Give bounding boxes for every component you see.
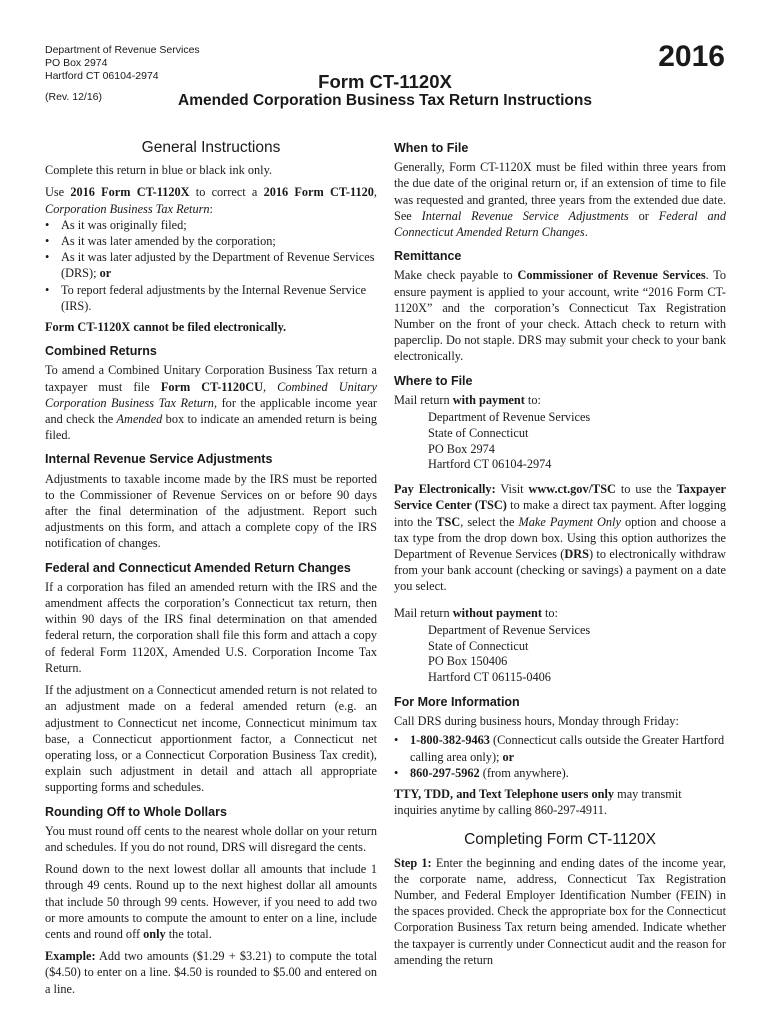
use-cases-list [45,217,377,314]
address-line: PO Box 150406 [428,654,508,669]
tsc-link[interactable]: www.ct.gov/TSC [528,482,616,497]
page-header [0,0,770,125]
where-to-file-heading: Where to File [394,373,473,388]
left-column [45,140,377,1003]
more-information-heading: For More Information [394,695,520,710]
po-box: PO Box 2974 [45,57,108,69]
phone-list [394,732,726,781]
combined-returns-heading: Combined Returns [45,344,157,359]
irs-adjustments-heading: Internal Revenue Service Adjustments [45,452,273,467]
address-line: State of Connecticut [428,638,529,653]
rounding-heading: Rounding Off to Whole Dollars [45,804,227,819]
address-line: Department of Revenue Services [428,622,591,637]
form-subtitle: Amended Corporation Business Tax Return Instructions [178,92,592,109]
pay-electronically-text: Pay Electronically: Visit www.ct.gov/TSC to use the Taxpayer Service Center (TSC) to make a direct tax payment. After logging into the TSC, select the Make Payment Only option and choose a tax type from the drop down box. Using this option authorizes the Department of Revenue Services (DRS) to electronically withdraw from your bank account (checking or savings) a payment on a date you select. [394,482,727,594]
right-column [394,140,726,974]
remittance-text: Make check payable to Commissioner of Revenue Services. To ensure payment is applied to your account, write “2016 Form CT-1120X” and the corporation’s Connecticut Tax Registration Number on the front of your check. Attach check to return with paperclip. Do not staple. DRS may submit your check to your bank electronically. [394,268,727,364]
use-intro: Use 2016 Form CT-1120X to correct a 2016 Form CT-1120, Corporation Business Tax Return: [45,185,377,216]
list-item: • 860-297-5962 (from anywhere). [394,765,569,780]
federal-ct-changes-text: If a corporation has filed an amended return with the IRS and the amendment affects the corporation’s Connecticut tax return, then within 90 days of the IRS final determination on that amended federal return, the corporation shall file this form and attach a copy of federal Form 1120X, Amended U.S. Corporation Income Tax Return. [45,579,377,675]
tty-text: TTY, TDD, and Text Telephone users only may transmit inquiries anytime by calling 860-297-4911. [394,787,682,818]
tax-year: 2016 [658,40,725,73]
irs-adjustments-text: Adjustments to taxable income made by the IRS must be reported to the Commissioner of Revenue Services on or before 90 days after the final determination of the adjustment. Report such adjustments on this form, and attach a complete copy of the IRS notification of changes. [45,471,377,551]
ink-note: Complete this return in blue or black ink only. [45,163,272,178]
address-line: Hartford CT 06104-2974 [428,457,552,472]
form-title: Form CT-1120X [318,71,452,92]
when-to-file-text: Generally, Form CT-1120X must be filed within three years from the due date of the original return or, if an extension of time to file was requested and granted, three years from the extended due date. See Internal Revenue Service Adjustments or Federal and Connecticut Amended Return Changes. [394,160,726,240]
more-information-text: Call DRS during business hours, Monday through Friday: [394,714,679,729]
department-name: Department of Revenue Services [45,44,200,56]
list-item: • 1-800-382-9463 (Connecticut calls outside the Greater Hartford calling area only); or [394,733,725,764]
city-line: Hartford CT 06104-2974 [45,70,159,82]
federal-ct-changes-heading: Federal and Connecticut Amended Return Changes [45,560,351,575]
general-instructions-heading: General Instructions [141,139,281,156]
without-payment-line: Mail return without payment to: [394,605,558,620]
address-line: State of Connecticut [428,425,529,440]
revision-date: (Rev. 12/16) [45,91,102,103]
rounding-rules: Round down to the next lowest dollar all amounts that include 1 through 49 cents. Round up to the next highest dollar all amounts that include 50 through 99 cents. However, if you need to add two or more amounts to compute the amount to enter on a line, include cents and round off only the total. [45,862,377,941]
rounding-example: Example: Add two amounts ($1.29 + $3.21) to compute the total ($4.50) to enter on a line. $4.50 is rounded to $5.00 and entered on a line. [45,949,377,996]
payment-address [428,410,726,473]
list-item: • As it was later adjusted by the Department of Revenue Services (DRS); or [45,250,375,281]
no-payment-address [428,623,726,686]
electronic-filing-note: Form CT-1120X cannot be filed electronically. [45,320,287,335]
address-line: PO Box 2974 [428,441,495,456]
list-item: • To report federal adjustments by the Internal Revenue Service (IRS). [45,282,367,313]
combined-returns-text: To amend a Combined Unitary Corporation Business Tax return a taxpayer must file Form CT-1120CU, Combined Unitary Corporation Business Tax Return, for the applicable income year and check the Amended box to indicate an amended return is being filed. [45,363,378,443]
with-payment-line: Mail return with payment to: [394,392,541,407]
address-line: Department of Revenue Services [428,410,591,425]
step-1-text: Step 1: Enter the beginning and ending dates of the income year, the corporate name, address, Connecticut Tax Registration Number, and Federal Employer Identification Number (FEIN) in the spaces provided. Check the appropriate box for the Connecticut Corporation Business Tax return being amended. Indicate whether the taxpayer is currently under Connecticut audit and the reason for amending the return [394,855,726,967]
address-line: Hartford CT 06115-0406 [428,670,551,685]
ct-adjustment-text: If the adjustment on a Connecticut amended return is not related to an adjustment made on a federal amended return (e.g. an adjustment to Connecticut net income, Connecticut minimum tax base, a Connecticut apportionment factor, a Connecticut net operating loss, or a Connecticut Corporation Business Tax credit), explain such adjustment in detail and attach all appropriate supporting forms and schedules. [45,683,377,795]
completing-form-heading: Completing Form CT-1120X [464,831,656,849]
rounding-text: You must round off cents to the nearest whole dollar on your return and schedules. If you do not round, DRS will disregard the cents. [45,823,377,854]
list-item: • As it was originally filed; [45,217,187,232]
list-item: • As it was later amended by the corporation; [45,234,276,249]
remittance-heading: Remittance [394,249,462,264]
when-to-file-heading: When to File [394,141,469,155]
